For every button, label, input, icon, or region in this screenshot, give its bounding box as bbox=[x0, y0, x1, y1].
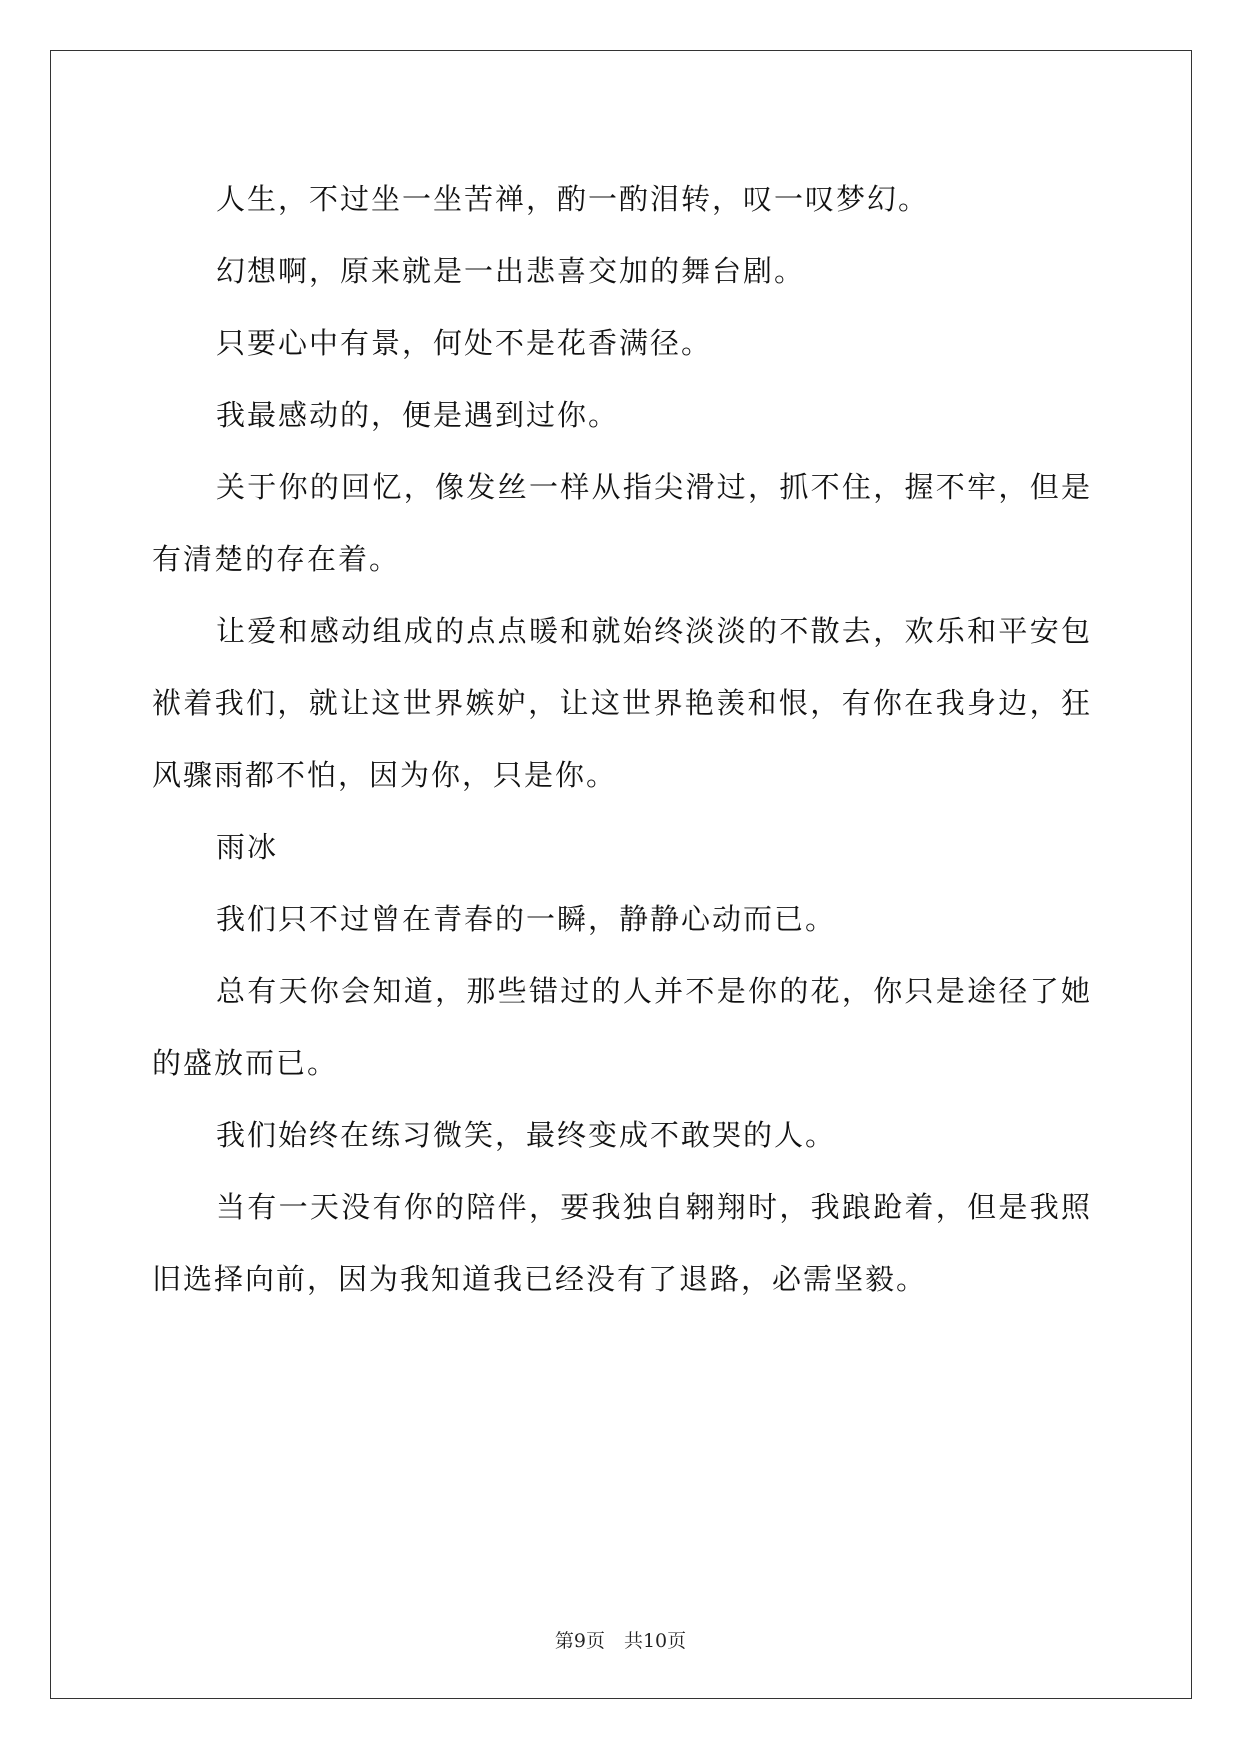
paragraph: 幻想啊，原来就是一出悲喜交加的舞台剧。 bbox=[216, 254, 806, 288]
paragraph: 只要心中有景，何处不是花香满径。 bbox=[216, 326, 713, 360]
paragraph-signature: 雨冰 bbox=[216, 830, 279, 864]
paragraph: 人生，不过坐一坐苦禅，酌一酌泪转，叹一叹梦幻。 bbox=[216, 182, 930, 216]
paragraph: 我们始终在练习微笑，最终变成不敢哭的人。 bbox=[216, 1118, 837, 1152]
paragraph: 我们只不过曾在青春的一瞬，静静心动而已。 bbox=[216, 902, 837, 936]
paragraph: 我最感动的，便是遇到过你。 bbox=[216, 398, 620, 432]
document-body bbox=[152, 163, 1092, 1315]
paragraph: 让爱和感动组成的点点暖和就始终淡淡的不散去，欢乐和平安包袱着我们，就让这世界嫉妒，让这世界艳羡和恨，有你在我身边，狂风骤雨都不怕，因为你，只是你。 bbox=[152, 614, 1092, 792]
paragraph: 当有一天没有你的陪伴，要我独自翱翔时，我踉跄着，但是我照旧选择向前，因为我知道我已经没有了退路，必需坚毅。 bbox=[152, 1190, 1092, 1296]
paragraph: 关于你的回忆，像发丝一样从指尖滑过，抓不住，握不牢，但是有清楚的存在着。 bbox=[152, 470, 1092, 576]
page-number: 第9页 共10页 bbox=[554, 1630, 687, 1652]
paragraph: 总有天你会知道，那些错过的人并不是你的花，你只是途径了她的盛放而已。 bbox=[152, 974, 1092, 1080]
